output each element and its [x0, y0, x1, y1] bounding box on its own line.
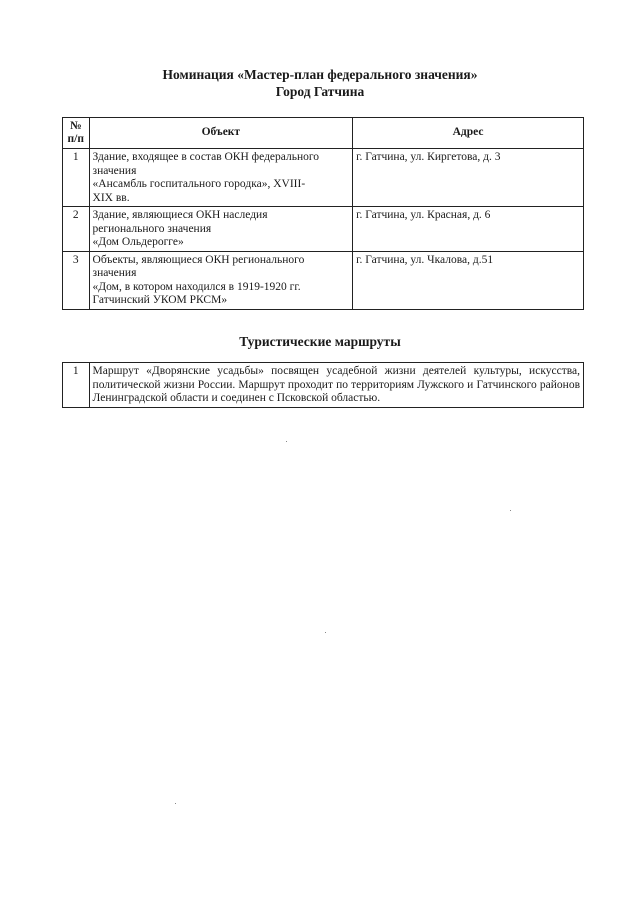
title-line-1: Номинация «Мастер-план федерального значения»: [162, 67, 478, 82]
table-row: [63, 251, 584, 309]
table-row: [63, 363, 584, 408]
object-line: «Дом, в котором находился в 1919-1920 гг.: [92, 280, 301, 293]
object-line: значения: [92, 267, 137, 279]
row-num: 2: [63, 207, 90, 252]
table-row: [63, 207, 584, 252]
row-address: г. Гатчина, ул. Киргетова, д. 3: [353, 149, 584, 207]
object-line: Здание, входящее в состав ОКН федерального: [92, 151, 320, 163]
object-line: «Ансамбль госпитального городка», XVIII-: [92, 178, 306, 190]
route-num: 1: [63, 363, 90, 408]
header-num-line-2: п/п: [67, 133, 84, 145]
header-num: [63, 118, 90, 149]
row-object: [89, 207, 353, 252]
header-object: Объект: [89, 118, 353, 149]
route-description: Маршрут «Дворянские усадьбы» посвящен усадебной жизни деятелей культуры, искусства, политической жизни России. Маршрут проходит по территориям Лужского и Гатчинского районов Ленинградской области и соединен с Псковской областью.: [89, 363, 583, 408]
row-num: 3: [63, 251, 90, 309]
scan-speck: [175, 803, 176, 804]
scan-speck: [325, 632, 326, 633]
object-line: Гатчинский УКОМ РКСМ»: [92, 294, 228, 306]
scan-speck: [286, 441, 287, 442]
object-line: значения: [92, 164, 137, 177]
object-line: «Дом Ольдерогге»: [92, 236, 184, 248]
header-address: Адрес: [353, 118, 584, 149]
document-title: [60, 66, 580, 100]
row-num: 1: [63, 149, 90, 207]
routes-table: [62, 362, 584, 408]
scan-speck: [510, 510, 511, 511]
row-object: [89, 149, 353, 207]
row-address: г. Гатчина, ул. Красная, д. 6: [353, 207, 584, 252]
objects-table-header-row: [63, 118, 584, 149]
header-num-line-1: №: [69, 120, 82, 132]
objects-table: [62, 117, 584, 310]
object-line: Здание, являющиеся ОКН наследия: [92, 209, 268, 221]
row-object: [89, 251, 353, 309]
row-address: г. Гатчина, ул. Чкалова, д.51: [353, 251, 584, 309]
object-line: регионального значения: [92, 222, 212, 235]
routes-section-title: Туристические маршруты: [239, 334, 401, 349]
object-line: XIX вв.: [92, 191, 130, 204]
object-line: Объекты, являющиеся ОКН регионального: [92, 253, 305, 266]
title-line-2: Город Гатчина: [275, 84, 365, 99]
table-row: [63, 149, 584, 207]
